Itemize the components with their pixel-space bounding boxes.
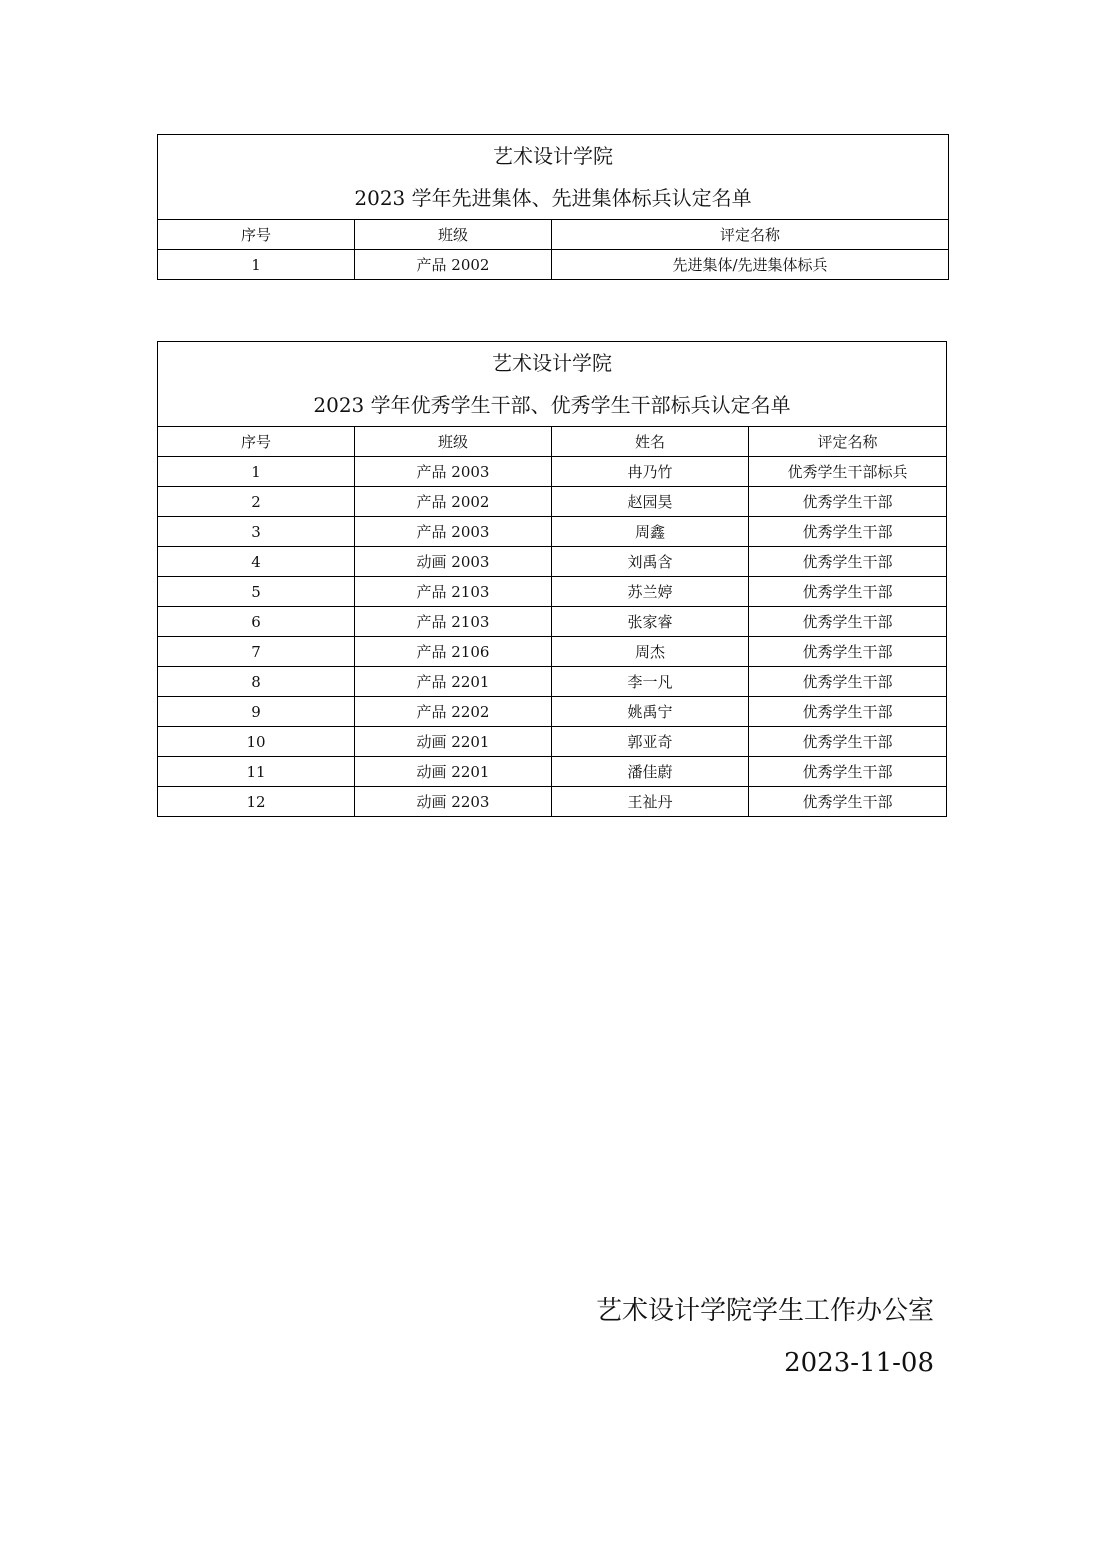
table-cell: 先进集体/先进集体标兵 — [552, 250, 949, 280]
table-cell: 1 — [158, 457, 355, 487]
table-cell: 7 — [158, 637, 355, 667]
table-cell: 8 — [158, 667, 355, 697]
table-cell: 优秀学生干部 — [749, 517, 947, 547]
table-cell: 优秀学生干部 — [749, 727, 947, 757]
table2-title — [158, 342, 947, 427]
table-row — [158, 697, 947, 727]
table-cell: 优秀学生干部 — [749, 547, 947, 577]
table-cell: 赵园昊 — [552, 487, 749, 517]
table1-header-cell: 班级 — [355, 220, 552, 250]
table-row — [158, 457, 947, 487]
table-cell: 优秀学生干部 — [749, 607, 947, 637]
table-cell: 产品 2103 — [355, 577, 552, 607]
table-row — [158, 487, 947, 517]
table-cell: 产品 2003 — [355, 457, 552, 487]
table-cell: 5 — [158, 577, 355, 607]
advanced-collective-table — [157, 134, 949, 280]
table-cell: 3 — [158, 517, 355, 547]
table-row — [158, 547, 947, 577]
table-cell: 6 — [158, 607, 355, 637]
table2-header-cell: 班级 — [355, 427, 552, 457]
table1-header-cell: 序号 — [158, 220, 355, 250]
table-row — [158, 517, 947, 547]
table2-header-cell: 姓名 — [552, 427, 749, 457]
table-row — [158, 250, 949, 280]
table-cell: 郭亚奇 — [552, 727, 749, 757]
table-row — [158, 787, 947, 817]
table-row — [158, 607, 947, 637]
table-cell: 1 — [158, 250, 355, 280]
table-cell: 优秀学生干部 — [749, 787, 947, 817]
table-row — [158, 757, 947, 787]
table-cell: 冉乃竹 — [552, 457, 749, 487]
table-cell: 优秀学生干部 — [749, 577, 947, 607]
table-row — [158, 577, 947, 607]
table-cell: 产品 2103 — [355, 607, 552, 637]
table-cell: 产品 2202 — [355, 697, 552, 727]
table-cell: 刘禹含 — [552, 547, 749, 577]
table-cell: 产品 2003 — [355, 517, 552, 547]
table-cell: 优秀学生干部 — [749, 637, 947, 667]
table-cell: 产品 2002 — [355, 487, 552, 517]
table2-title-line2: 2023 学年优秀学生干部、优秀学生干部标兵认定名单 — [313, 393, 791, 417]
table-row — [158, 637, 947, 667]
excellent-cadre-table — [157, 341, 947, 817]
table1-title-line2: 2023 学年先进集体、先进集体标兵认定名单 — [354, 186, 752, 210]
table-cell: 动画 2201 — [355, 757, 552, 787]
table-cell: 动画 2003 — [355, 547, 552, 577]
table2-header-cell: 评定名称 — [749, 427, 947, 457]
table-cell: 优秀学生干部标兵 — [749, 457, 947, 487]
table-cell: 周鑫 — [552, 517, 749, 547]
table-cell: 动画 2203 — [355, 787, 552, 817]
table-row — [158, 667, 947, 697]
table2-header-row — [158, 427, 947, 457]
table-cell: 4 — [158, 547, 355, 577]
table-cell: 动画 2201 — [355, 727, 552, 757]
footer-date: 2023-11-08 — [784, 1348, 934, 1378]
table-cell: 10 — [158, 727, 355, 757]
table1-title-line1: 艺术设计学院 — [493, 144, 613, 168]
table2-header-cell: 序号 — [158, 427, 355, 457]
table-cell: 产品 2201 — [355, 667, 552, 697]
table1-header-cell: 评定名称 — [552, 220, 949, 250]
table-cell: 产品 2002 — [355, 250, 552, 280]
table-cell: 优秀学生干部 — [749, 697, 947, 727]
table-cell: 王祉丹 — [552, 787, 749, 817]
table-cell: 李一凡 — [552, 667, 749, 697]
table-cell: 苏兰婷 — [552, 577, 749, 607]
table-cell: 优秀学生干部 — [749, 487, 947, 517]
table1-header-row — [158, 220, 949, 250]
table-cell: 9 — [158, 697, 355, 727]
table-cell: 12 — [158, 787, 355, 817]
table-cell: 潘佳蔚 — [552, 757, 749, 787]
table1-title — [158, 135, 949, 220]
table-cell: 2 — [158, 487, 355, 517]
table-cell: 姚禹宁 — [552, 697, 749, 727]
table-cell: 11 — [158, 757, 355, 787]
table-cell: 周杰 — [552, 637, 749, 667]
table-cell: 产品 2106 — [355, 637, 552, 667]
table-cell: 优秀学生干部 — [749, 757, 947, 787]
table2-title-line1: 艺术设计学院 — [492, 351, 612, 375]
footer-organization: 艺术设计学院学生工作办公室 — [595, 1296, 934, 1326]
table-row — [158, 727, 947, 757]
table-cell: 优秀学生干部 — [749, 667, 947, 697]
table-cell: 张家睿 — [552, 607, 749, 637]
